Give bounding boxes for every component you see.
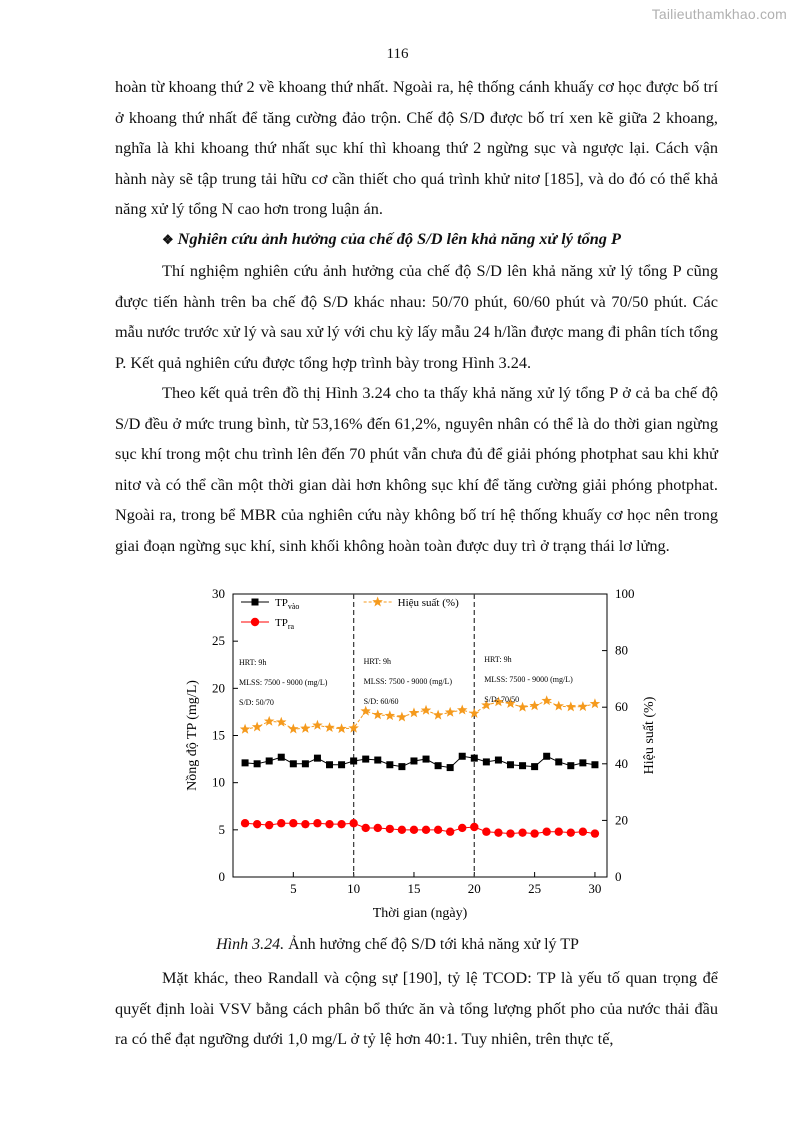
series-line-2	[245, 701, 595, 730]
section-heading	[162, 229, 621, 249]
data-point-0	[290, 760, 297, 767]
x-tick-label: 30	[588, 881, 602, 896]
data-point-0	[386, 761, 393, 768]
page-number: 116	[386, 46, 409, 62]
x-tick-label: 20	[467, 881, 481, 896]
data-point-0	[483, 758, 490, 765]
data-point-1	[434, 826, 442, 834]
data-point-2	[360, 706, 370, 716]
paragraph-1: hoàn từ khoang thứ 2 về khoang thứ nhất. Ngoài ra, hệ thống cánh khuấy cơ học được bố trí ở khoang thứ nhất để tăng cường đảo trộn. Chế độ S/D được bố trí xen kẽ giữa 2 khoang, nghĩa là khi khoang thứ nhất sục khí thì khoang thứ 2 ngừng sục và ngược lại. Cách vận hành này sẽ tập trung tải hữu cơ cần thiết cho quá trình khử nitơ [185], và do đó có thể khả năng xử lý tổng N cao hơn trong luận án.	[115, 77, 718, 218]
data-point-0	[543, 753, 550, 760]
data-point-0	[495, 757, 502, 764]
data-point-1	[518, 828, 526, 836]
y-left-tick-label: 20	[212, 680, 225, 696]
data-point-1	[241, 819, 249, 827]
data-point-0	[591, 761, 598, 768]
data-point-0	[410, 757, 417, 764]
y-left-tick-label: 25	[212, 633, 225, 649]
data-point-1	[542, 828, 550, 836]
caption-text: Ảnh hưởng chế độ S/D tới khả năng xử lý TP	[288, 936, 579, 953]
annotation-mlss: MLSS: 7500 - 9000 (mg/L)	[239, 677, 328, 687]
data-point-1	[349, 819, 357, 827]
y-left-tick-label: 5	[218, 821, 225, 837]
data-point-2	[276, 717, 286, 727]
section-heading-text: Nghiên cứu ảnh hưởng của chế độ S/D lên khả năng xử lý tổng P	[177, 229, 621, 248]
data-point-0	[326, 761, 333, 768]
x-tick-label: 25	[528, 881, 542, 896]
data-point-2	[240, 724, 250, 734]
data-point-1	[374, 824, 382, 832]
data-point-0	[302, 760, 309, 767]
y-right-tick-label: 100	[615, 586, 635, 601]
data-point-1	[265, 821, 273, 829]
caption-label: Hình 3.24.	[216, 936, 285, 953]
data-point-1	[494, 828, 502, 836]
data-point-2	[541, 695, 551, 705]
data-point-1	[470, 823, 478, 831]
data-point-0	[374, 757, 381, 764]
data-point-2	[264, 716, 274, 726]
plot-frame	[233, 594, 607, 877]
data-point-0	[555, 758, 562, 765]
y-right-tick-label: 0	[615, 869, 622, 884]
data-point-2	[554, 701, 564, 711]
annotation-sd: S/D: 50/70	[239, 697, 274, 707]
paragraph-4: Mặt khác, theo Randall và cộng sự [190], tỷ lệ TCOD: TP là yếu tố quan trọng để quyết định loài VSV bằng cách phân bổ thức ăn và tổng lượng phốt pho của nước thải đầu ra có thể đạt ngưỡng dưới 1,0 mg/L ở tỷ lệ hơn 40:1. Tuy nhiên, trên thực tế,	[115, 968, 718, 1048]
data-point-2	[590, 698, 600, 708]
annotation-hrt: HRT: 9h	[484, 654, 512, 664]
y-right-tick-label: 80	[615, 642, 628, 658]
data-point-1	[482, 828, 490, 836]
data-point-1	[253, 820, 261, 828]
tp-chart-figure	[170, 580, 670, 925]
paragraph-3: Theo kết quả trên đồ thị Hình 3.24 cho ta thấy khả năng xử lý tổng P ở cả ba chế độ S/D đều ở mức trung bình, từ 53,16% đến 61,2%, nguyên nhân có thể là do thời gian ngừng sục khí trong một chu trình lên đến 70 phút vẫn chưa đủ để giải phóng photphat sau khi khử nitơ và có thể cần một thời gian dài hơn không sục khí để tăng cường giải phóng photphat. Ngoài ra, trong bể MBR của nghiên cứu này không bố trí hệ thống khuấy cơ học nên trong giai đoạn ngừng sục khí, sinh khối không hoàn toàn được duy trì ở trạng thái lơ lửng.	[115, 383, 718, 555]
data-point-2	[373, 709, 383, 719]
data-point-0	[314, 755, 321, 762]
paragraph-2: Thí nghiệm nghiên cứu ảnh hưởng của chế độ S/D lên khả năng xử lý tổng P cũng được tiến hành trên ba chế độ S/D khác nhau: 50/70 phút, 60/60 phút và 70/50 phút. Các mẫu nước trước xử lý và sau xử lý với chu kỳ lấy mẫu 24 h/lần được mang đi phân tích tổng P. Kết quả nghiên cứu được tổng hợp trình bày trong Hình 3.24.	[115, 261, 718, 372]
data-point-1	[567, 828, 575, 836]
data-point-1	[579, 828, 587, 836]
x-tick-label: 10	[347, 881, 361, 896]
data-point-1	[362, 824, 370, 832]
data-point-1	[410, 826, 418, 834]
data-point-0	[507, 761, 514, 768]
annotation-hrt: HRT: 9h	[239, 657, 267, 667]
y-right-tick-label: 20	[615, 812, 628, 828]
y-right-axis-label: Hiệu suất (%)	[642, 696, 657, 775]
series-line-0	[245, 756, 595, 767]
watermark: Tailieuthamkhao.com	[651, 6, 787, 22]
data-point-0	[459, 753, 466, 760]
data-point-1	[458, 824, 466, 832]
series-line-1	[245, 823, 595, 833]
data-point-2	[288, 723, 298, 733]
legend-label: Hiệu suất (%)	[397, 597, 459, 609]
data-point-0	[471, 755, 478, 762]
data-point-1	[301, 820, 309, 828]
data-point-0	[531, 763, 538, 770]
annotation-sd: S/D: 60/60	[363, 696, 399, 706]
data-point-1	[398, 826, 406, 834]
data-point-2	[457, 705, 467, 715]
data-point-2	[385, 710, 395, 720]
data-point-0	[519, 762, 526, 769]
data-point-0	[435, 762, 442, 769]
data-point-0	[362, 756, 369, 763]
legend-marker	[251, 618, 259, 626]
data-point-0	[242, 759, 249, 766]
x-tick-label: 15	[407, 881, 421, 896]
data-point-2	[252, 722, 262, 732]
y-right-tick-label: 40	[615, 755, 628, 771]
annotation-mlss: MLSS: 7500 - 9000 (mg/L)	[484, 674, 573, 684]
data-point-1	[506, 829, 514, 837]
data-point-1	[325, 820, 333, 828]
data-point-0	[567, 762, 574, 769]
data-point-2	[566, 701, 576, 711]
tp-chart	[170, 580, 670, 925]
data-point-0	[266, 757, 273, 764]
y-left-axis-label: Nồng độ TP (mg/L)	[185, 680, 200, 791]
annotation-mlss: MLSS: 7500 - 9000 (mg/L)	[363, 676, 453, 686]
legend-label: $TP_{ra}$	[275, 617, 295, 631]
data-point-2	[312, 720, 322, 730]
y-left-tick-label: 15	[212, 727, 225, 743]
data-point-2	[578, 701, 588, 711]
data-point-1	[591, 829, 599, 837]
y-left-tick-label: 10	[212, 774, 225, 790]
x-tick-label: 5	[290, 881, 297, 896]
annotation-sd: S/D: 70/50	[484, 694, 520, 704]
data-point-1	[277, 819, 285, 827]
data-point-0	[398, 763, 405, 770]
x-axis-label: Thời gian (ngày)	[372, 906, 468, 921]
data-point-0	[423, 756, 430, 763]
data-point-2	[529, 700, 539, 710]
data-point-2	[433, 710, 443, 720]
legend-label: $TP_{vào}$	[275, 597, 300, 611]
y-right-tick-label: 60	[615, 699, 628, 715]
data-point-0	[254, 760, 261, 767]
data-point-0	[338, 761, 345, 768]
diamond-bullet-icon: ❖	[162, 232, 174, 247]
data-point-1	[446, 828, 454, 836]
data-point-2	[397, 712, 407, 722]
y-left-tick-label: 30	[212, 586, 225, 601]
legend-marker	[252, 599, 259, 606]
data-point-2	[324, 722, 334, 732]
figure-caption	[0, 936, 795, 954]
legend-marker	[372, 597, 382, 607]
data-point-1	[386, 825, 394, 833]
data-point-1	[289, 819, 297, 827]
annotation-hrt: HRT: 9h	[363, 656, 391, 666]
data-point-2	[421, 705, 431, 715]
data-point-0	[579, 759, 586, 766]
data-point-0	[350, 757, 357, 764]
data-point-0	[447, 764, 454, 771]
data-point-1	[422, 826, 430, 834]
data-point-2	[300, 723, 310, 733]
y-left-tick-label: 0	[218, 869, 225, 884]
data-point-1	[555, 828, 563, 836]
data-point-2	[336, 723, 346, 733]
data-point-2	[409, 707, 419, 717]
data-point-1	[530, 829, 538, 837]
data-point-2	[445, 707, 455, 717]
data-point-0	[278, 754, 285, 761]
data-point-1	[337, 820, 345, 828]
data-point-1	[313, 819, 321, 827]
